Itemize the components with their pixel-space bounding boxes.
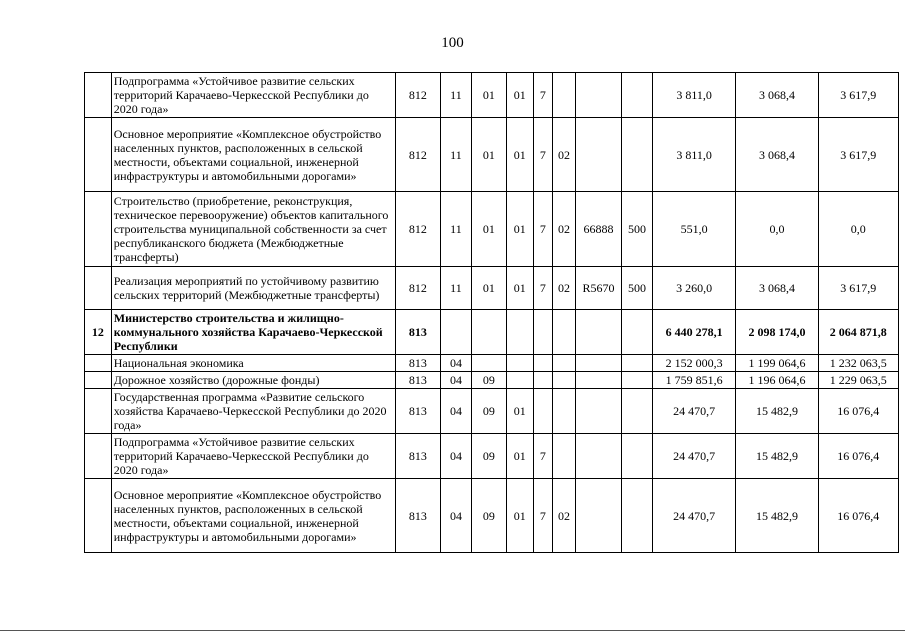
code-cell: 812 (395, 73, 440, 118)
code-cell: 01 (506, 267, 533, 310)
code-cell: 02 (553, 118, 576, 192)
amount-cell: 3 617,9 (818, 118, 898, 192)
item-name-cell: Национальная экономика (111, 355, 395, 372)
code-cell: 04 (441, 389, 472, 434)
code-cell: 812 (395, 267, 440, 310)
code-cell (622, 118, 653, 192)
code-cell (575, 389, 621, 434)
code-cell: 02 (553, 267, 576, 310)
code-cell: 02 (553, 192, 576, 267)
table-body (85, 73, 899, 553)
amount-cell: 15 482,9 (736, 389, 818, 434)
code-cell (553, 355, 576, 372)
code-cell (622, 389, 653, 434)
code-cell: 01 (506, 389, 533, 434)
code-cell: 02 (553, 479, 576, 553)
amount-cell: 0,0 (818, 192, 898, 267)
code-cell: 04 (441, 355, 472, 372)
code-cell: 09 (471, 372, 506, 389)
table-row (85, 372, 899, 389)
code-cell: 7 (533, 434, 553, 479)
code-cell (533, 372, 553, 389)
amount-cell: 551,0 (652, 192, 735, 267)
code-cell: R5670 (575, 267, 621, 310)
amount-cell: 1 199 064,6 (736, 355, 818, 372)
code-cell (506, 355, 533, 372)
code-cell (471, 355, 506, 372)
row-number-cell (85, 479, 112, 553)
amount-cell: 24 470,7 (652, 389, 735, 434)
code-cell: 7 (533, 118, 553, 192)
code-cell: 04 (441, 479, 472, 553)
amount-cell: 3 068,4 (736, 267, 818, 310)
row-number-cell (85, 389, 112, 434)
amount-cell: 2 098 174,0 (736, 310, 818, 355)
code-cell (575, 310, 621, 355)
item-name-cell: Дорожное хозяйство (дорожные фонды) (111, 372, 395, 389)
code-cell (622, 372, 653, 389)
code-cell (622, 310, 653, 355)
item-name-cell: Министерство строительства и жилищно-коммунального хозяйства Карачаево-Черкесской Республики (111, 310, 395, 355)
code-cell (553, 73, 576, 118)
amount-cell: 16 076,4 (818, 434, 898, 479)
item-name-cell: Основное мероприятие «Комплексное обустройство населенных пунктов, расположенных в сельской местности, объектами социальной, инженерной инфраструктуры и автомобильными дорогами» (111, 479, 395, 553)
item-name-cell: Государственная программа «Развитие сельского хозяйства Карачаево-Черкесской Республики до 2020 года» (111, 389, 395, 434)
amount-cell: 1 759 851,6 (652, 372, 735, 389)
code-cell (553, 389, 576, 434)
code-cell: 812 (395, 192, 440, 267)
code-cell (506, 372, 533, 389)
code-cell (553, 434, 576, 479)
amount-cell: 6 440 278,1 (652, 310, 735, 355)
code-cell (553, 372, 576, 389)
code-cell (533, 389, 553, 434)
row-number-cell (85, 355, 112, 372)
table-row (85, 479, 899, 553)
row-number-cell (85, 73, 112, 118)
code-cell: 01 (506, 73, 533, 118)
row-number-cell (85, 372, 112, 389)
table-row (85, 310, 899, 355)
amount-cell: 3 811,0 (652, 73, 735, 118)
table-row (85, 389, 899, 434)
code-cell (471, 310, 506, 355)
code-cell: 7 (533, 267, 553, 310)
code-cell (506, 310, 533, 355)
code-cell: 813 (395, 479, 440, 553)
code-cell: 01 (471, 267, 506, 310)
code-cell: 01 (471, 192, 506, 267)
code-cell (575, 118, 621, 192)
code-cell (533, 310, 553, 355)
code-cell (553, 310, 576, 355)
code-cell: 01 (506, 479, 533, 553)
row-number-cell (85, 118, 112, 192)
item-name-cell: Реализация мероприятий по устойчивому развитию сельских территорий (Межбюджетные трансферты) (111, 267, 395, 310)
item-name-cell: Подпрограмма «Устойчивое развитие сельских территорий Карачаево-Черкесской Республики до 2020 года» (111, 73, 395, 118)
code-cell: 01 (506, 434, 533, 479)
code-cell (622, 355, 653, 372)
item-name-cell: Основное мероприятие «Комплексное обустройство населенных пунктов, расположенных в сельской местности, объектами социальной, инженерной инфраструктуры и автомобильными дорогами» (111, 118, 395, 192)
code-cell: 01 (471, 118, 506, 192)
amount-cell: 16 076,4 (818, 479, 898, 553)
code-cell: 500 (622, 192, 653, 267)
code-cell: 7 (533, 192, 553, 267)
code-cell: 09 (471, 434, 506, 479)
code-cell (575, 73, 621, 118)
code-cell: 01 (471, 73, 506, 118)
code-cell: 7 (533, 73, 553, 118)
row-number-cell (85, 434, 112, 479)
code-cell (622, 479, 653, 553)
code-cell (622, 434, 653, 479)
code-cell (575, 479, 621, 553)
amount-cell: 16 076,4 (818, 389, 898, 434)
code-cell (575, 355, 621, 372)
code-cell (575, 434, 621, 479)
code-cell: 812 (395, 118, 440, 192)
amount-cell: 3 617,9 (818, 73, 898, 118)
amount-cell: 3 617,9 (818, 267, 898, 310)
code-cell: 04 (441, 372, 472, 389)
amount-cell: 1 232 063,5 (818, 355, 898, 372)
amount-cell: 1 196 064,6 (736, 372, 818, 389)
code-cell: 09 (471, 479, 506, 553)
code-cell: 7 (533, 479, 553, 553)
code-cell (441, 310, 472, 355)
page-edge-line (0, 630, 905, 631)
amount-cell: 2 152 000,3 (652, 355, 735, 372)
code-cell: 11 (441, 118, 472, 192)
amount-cell: 15 482,9 (736, 434, 818, 479)
amount-cell: 24 470,7 (652, 434, 735, 479)
table-row (85, 267, 899, 310)
code-cell: 11 (441, 73, 472, 118)
code-cell: 01 (506, 118, 533, 192)
row-number-cell (85, 192, 112, 267)
code-cell: 813 (395, 355, 440, 372)
code-cell: 813 (395, 310, 440, 355)
code-cell: 66888 (575, 192, 621, 267)
amount-cell: 3 068,4 (736, 118, 818, 192)
code-cell: 04 (441, 434, 472, 479)
item-name-cell: Подпрограмма «Устойчивое развитие сельских территорий Карачаево-Черкесской Республики до 2020 года» (111, 434, 395, 479)
table-row (85, 434, 899, 479)
amount-cell: 0,0 (736, 192, 818, 267)
code-cell: 01 (506, 192, 533, 267)
code-cell (533, 355, 553, 372)
code-cell (575, 372, 621, 389)
code-cell: 09 (471, 389, 506, 434)
code-cell: 813 (395, 389, 440, 434)
amount-cell: 3 068,4 (736, 73, 818, 118)
code-cell: 813 (395, 434, 440, 479)
amount-cell: 24 470,7 (652, 479, 735, 553)
code-cell: 11 (441, 192, 472, 267)
code-cell: 500 (622, 267, 653, 310)
code-cell (622, 73, 653, 118)
table-row (85, 118, 899, 192)
table-row (85, 192, 899, 267)
table-row (85, 355, 899, 372)
item-name-cell: Строительство (приобретение, реконструкция, техническое перевооружение) объектов капитального строительства муниципальной собственности за счет республиканского бюджета (Межбюджетные трансферты) (111, 192, 395, 267)
code-cell: 11 (441, 267, 472, 310)
row-number-cell (85, 267, 112, 310)
code-cell: 813 (395, 372, 440, 389)
amount-cell: 3 260,0 (652, 267, 735, 310)
budget-table (84, 72, 899, 553)
amount-cell: 2 064 871,8 (818, 310, 898, 355)
amount-cell: 3 811,0 (652, 118, 735, 192)
amount-cell: 15 482,9 (736, 479, 818, 553)
row-number-cell: 12 (85, 310, 112, 355)
page-number: 100 (441, 35, 464, 51)
table-row (85, 73, 899, 118)
amount-cell: 1 229 063,5 (818, 372, 898, 389)
